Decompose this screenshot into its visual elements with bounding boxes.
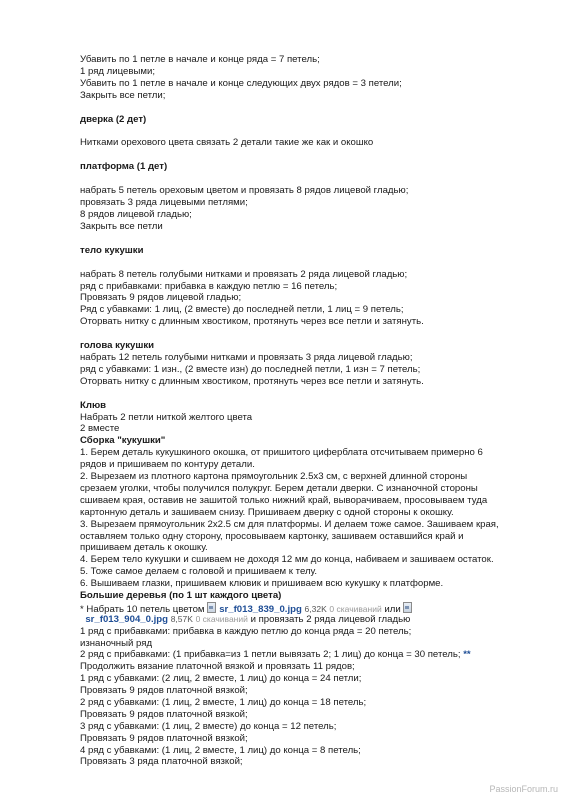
text-line: 1 ряд с убавками: (2 лиц, 2 вместе, 1 лиц) до конца = 24 петли; (80, 673, 362, 685)
attachment-link-2[interactable]: sr_f013_904_0.jpg (85, 613, 169, 625)
attachment-size-1: 6,32K (304, 603, 327, 614)
trees-line1-prefix: * Набрать 10 петель цветом (80, 603, 205, 615)
watermark: PassionForum.ru (489, 784, 558, 794)
heading-head: голова кукушки (80, 340, 155, 352)
trees-line-files-2 (80, 614, 540, 626)
attachment-downloads-1: 0 скачиваний (329, 603, 382, 614)
heading-trees: Большие деревья (по 1 шт каждого цвета) (80, 589, 282, 601)
image-file-icon (403, 602, 412, 613)
text-line: Провязать 3 ряда платочной вязкой; (80, 756, 243, 768)
text-line: Провязать 9 рядов лицевой гладью; (80, 292, 242, 304)
text-line: Продолжить вязание платочной вязкой и провязать 11 рядов; (80, 661, 355, 673)
document-body (80, 54, 540, 768)
text-line: набрать 12 петель голубыми нитками и провязать 3 ряда лицевой гладью; (80, 352, 413, 364)
section-head (80, 352, 540, 388)
text-line: пришиваем деталь к окошку. (80, 542, 208, 554)
heading-beak: Клюв (80, 399, 107, 411)
text-line: 1. Берем деталь кукушкиного окошка, от пришитого циферблата отсчитываем примерно 6 (80, 447, 483, 459)
door-text: Нитками орехового цвета связать 2 детали такие же как и окошко (80, 137, 374, 149)
text-line: Ряд с убавками: 1 лиц, (2 вместе) до последней петли, 1 лиц = 9 петель; (80, 304, 404, 316)
heading-assembly: Сборка "кукушки" (80, 435, 166, 447)
text-line: Набрать 2 петли ниткой желтого цвета (80, 411, 253, 423)
text-line: сшиваем края, оставив не зашитой только нижний край, выворачиваем, просовываем туда (80, 494, 488, 506)
text-line: 2 ряд с убавками: (1 лиц, 2 вместе, 1 лиц) до конца = 18 петель; (80, 696, 367, 708)
heading-body: тело кукушки (80, 244, 144, 256)
text-line: Провязать 9 рядов платочной вязкой; (80, 732, 248, 744)
text-line: 4. Берем тело кукушки и сшиваем не доходя 12 мм до конца, набиваем и зашиваем остаток. (80, 554, 494, 566)
text-line: ряд с убавками: 1 изн., (2 вместе изн) до последней петли, 1 изн = 7 петель; (80, 363, 421, 375)
section-platform (80, 185, 540, 233)
text-line: провязать 3 ряда лицевыми петлями; (80, 197, 248, 209)
text-line: Оторвать нитку с длинным хвостиком, протянуть через все петли и затянуть. (80, 316, 424, 328)
text-line: Оторвать нитку с длинным хвостиком, протянуть через все петли и затянуть. (80, 375, 424, 387)
trees-line-files-1 (80, 602, 540, 614)
section-top (80, 54, 540, 102)
text-line: Убавить по 1 петле в начале и конце следующих двух рядов = 3 петели; (80, 77, 402, 89)
attachment-downloads-2: 0 скачиваний (195, 613, 248, 624)
text-line: Убавить по 1 петле в начале и конце ряда = 7 петель; (80, 54, 320, 65)
heading-platform: платформа (1 дет) (80, 161, 168, 173)
text-line: оставляем только одну сторону, просовываем картонку, зашиваем оставшийся край и (80, 530, 464, 542)
text-line: 2 вместе (80, 423, 120, 435)
attachment-size-2: 8,57K (170, 613, 193, 624)
text-line: 3. Вырезаем прямоугольник 2х2.5 см для платформы. И делаем тоже самое. Зашиваем края, (80, 518, 499, 530)
text-line: ряд с прибавками: прибавка в каждую петлю = 16 петель; (80, 280, 338, 292)
text-line: набрать 8 петель голубыми нитками и провязать 2 ряда лицевой гладью; (80, 268, 408, 280)
text-line: картонную деталь и зашиваем снизу. Пришиваем дверку с одной стороны к окошку. (80, 506, 454, 518)
trees-rows-before (80, 626, 540, 650)
text-line: 3 ряд с убавками: (1 лиц, 2 вместе) до конца = 12 петель; (80, 720, 337, 732)
text-line: Провязать 9 рядов платочной вязкой; (80, 708, 248, 720)
text-line: 1 ряд с прибавками: прибавка в каждую петлю до конца ряда = 20 петель; (80, 625, 412, 637)
trees-row-text: 2 ряд с прибавками: (1 прибавка=из 1 петли вывязать 2; 1 лиц) до конца = 30 петель; (80, 649, 461, 661)
trees-line2-suffix: и провязать 2 ряда лицевой гладью (250, 613, 411, 625)
text-line: набрать 5 петель ореховым цветом и провязать 8 рядов лицевой гладью; (80, 185, 409, 197)
text-line: 6. Вышиваем глазки, пришиваем клювик и пришиваем всю кукушку к платформе. (80, 578, 444, 590)
text-line: 1 ряд лицевыми; (80, 65, 155, 77)
heading-door: дверка (2 дет) (80, 113, 147, 125)
text-line: Закрыть все петли; (80, 89, 166, 101)
attachment-link-1[interactable]: sr_f013_839_0.jpg (219, 603, 302, 615)
image-file-icon (207, 602, 216, 613)
section-assembly (80, 447, 540, 590)
text-line: изнаночный ряд (80, 637, 153, 649)
text-line: 5. Тоже самое делаем с головой и пришиваем к телу. (80, 566, 318, 578)
section-body (80, 269, 540, 328)
text-line: рядов и пришиваем по контуру детали. (80, 459, 255, 471)
text-line: 4 ряд с убавками: (1 лиц, 2 вместе, 1 лиц) до конца = 8 петель; (80, 744, 361, 756)
text-line: Закрыть все петли (80, 220, 163, 232)
trees-rows-after (80, 661, 540, 768)
text-line: срезаем уголки, чтобы получился полукруг. Берем детали дверки. С изнаночной стороны (80, 482, 478, 494)
trees-row-with-stars (80, 649, 540, 661)
section-beak (80, 412, 540, 436)
stars-mark: ** (463, 649, 471, 661)
text-line: 2. Вырезаем из плотного картона прямоугольник 2.5х3 см, с верхней длинной стороны (80, 471, 468, 483)
or-word: или (384, 603, 401, 615)
text-line: 8 рядов лицевой гладью; (80, 209, 192, 221)
text-line: Провязать 9 рядов платочной вязкой; (80, 685, 248, 697)
